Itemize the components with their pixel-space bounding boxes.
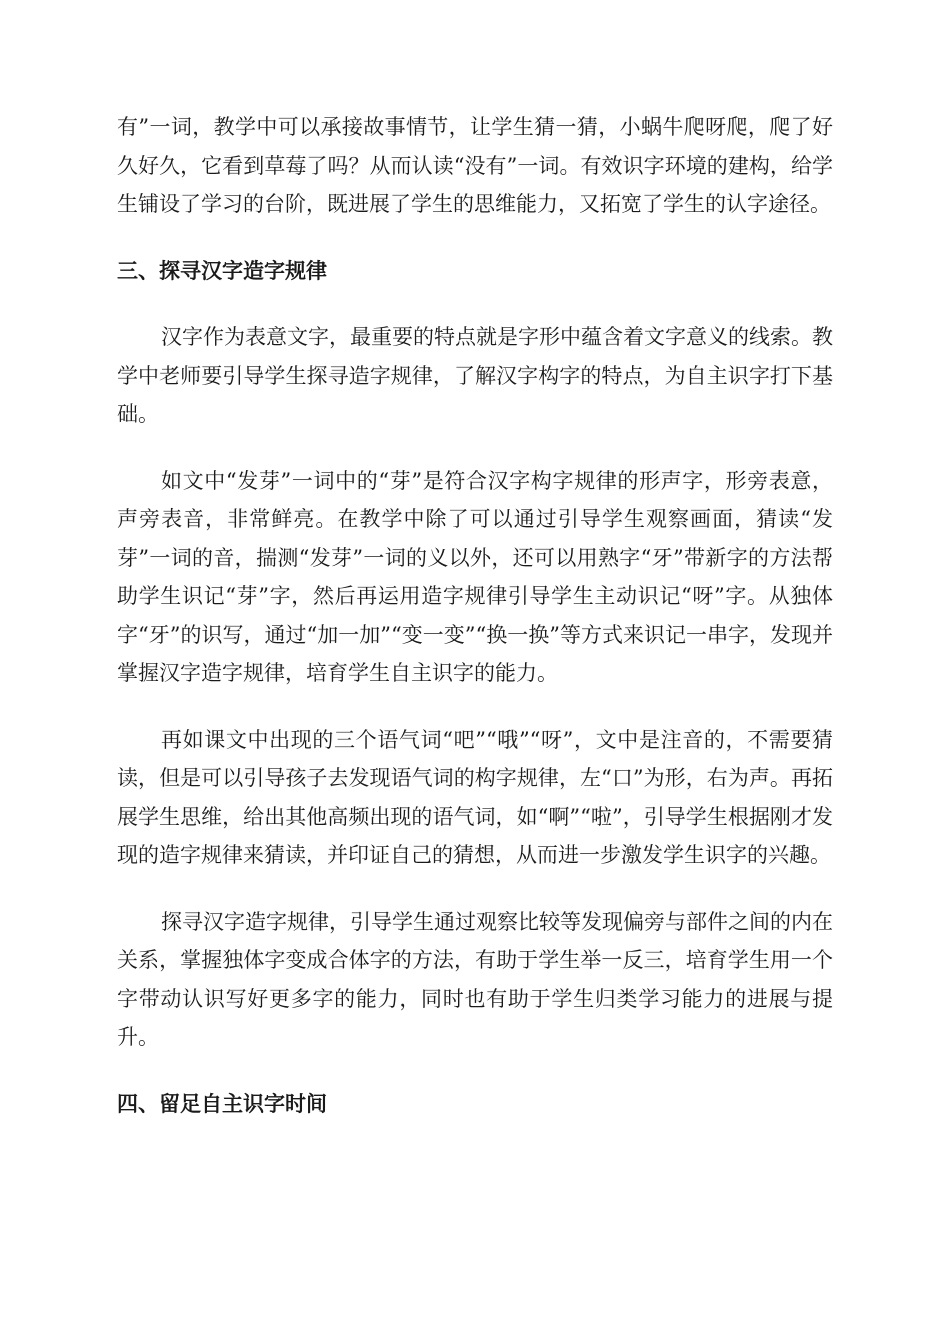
paragraph-4: 探寻汉字造字规律，引导学生通过观察比较等发现偏旁与部件之间的内在关系，掌握独体字变成合体字的方法，有助于学生举一反三，培育学生用一个字带动认识写好更多字的能力，同时也有助于学生归类学习能力的进展与提升。 bbox=[117, 909, 833, 1049]
paragraph-2: 如文中“发芽”一词中的“芽”是符合汉字构字规律的形声字，形旁表意，声旁表音，非常鲜亮。在教学中除了可以通过引导学生观察画面，猜读“发芽”一词的音，揣测“发芽”一词的义以外，还可以用熟字“牙”带新字的方法帮助学生识记“芽”字，然后再运用造字规律引导学生主动识记“呀”字。从独体字“牙”的识写，通过“加一加”“变一变”“换一换”等方式来识记一串字，发现并掌握汉字造字规律，培育学生自主识字的能力。 bbox=[117, 468, 833, 685]
paragraph-continuation: 有”一词，教学中可以承接故事情节，让学生猜一猜，小蜗牛爬呀爬，爬了好久好久，它看到草莓了吗？从而认读“没有”一词。有效识字环境的建构，给学生铺设了学习的台阶，既进展了学生的思维能力，又拓宽了学生的认字途径。 bbox=[117, 115, 833, 216]
document-page bbox=[117, 108, 833, 1123]
paragraph-3: 再如课文中出现的三个语气词“吧”“哦”“呀”，文中是注音的，不需要猜读，但是可以引导孩子去发现语气词的构字规律，左“口”为形，右为声。再拓展学生思维，给出其他高频出现的语气词，如“啊”“啦”，引导学生根据刚才发现的造字规律来猜读，并印证自己的猜想，从而进一步激发学生识字的兴趣。 bbox=[117, 727, 833, 867]
section-heading-4: 四、留足自主识字时间 bbox=[117, 1091, 327, 1116]
section-heading-3: 三、探寻汉字造字规律 bbox=[117, 258, 327, 283]
paragraph-1: 汉字作为表意文字，最重要的特点就是字形中蕴含着文字意义的线索。教学中老师要引导学生探寻造字规律，了解汉字构字的特点，为自主识字打下基础。 bbox=[117, 325, 833, 426]
